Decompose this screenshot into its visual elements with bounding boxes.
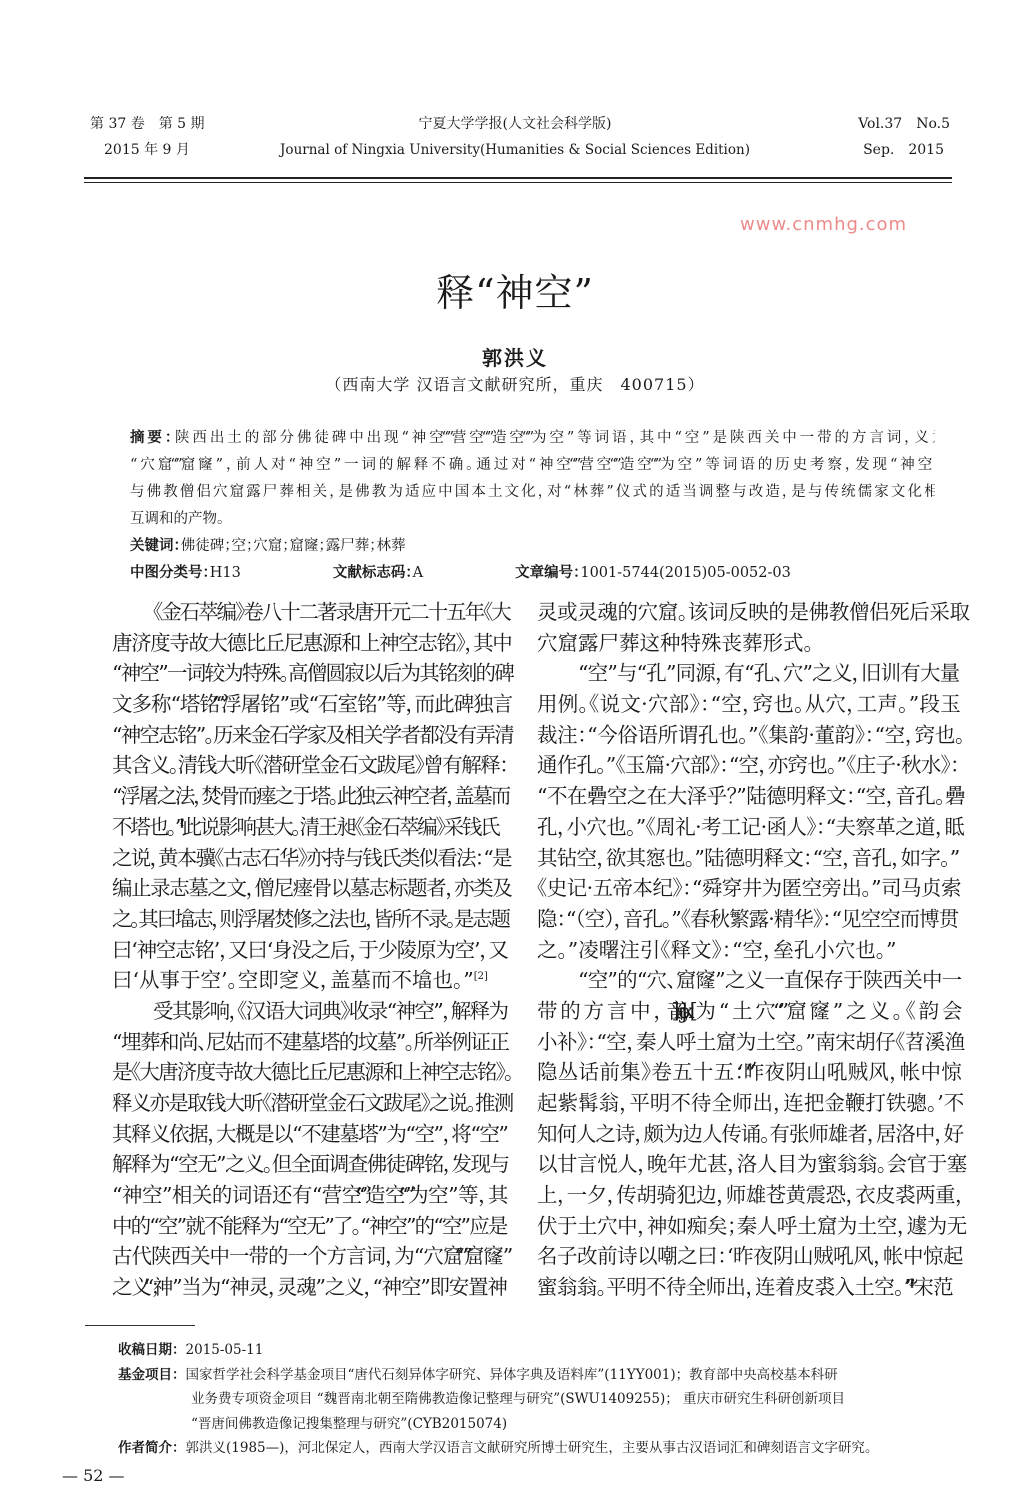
author-bio-label: 作者简介： bbox=[118, 1440, 186, 1456]
fund-line: “晋唐间佛教造像记搜集整理与研究”(CYB2015074) bbox=[191, 1415, 508, 1432]
body-line: 编止录志墓之文，僧尼瘗骨以墓志标题者，亦类及 bbox=[112, 876, 493, 901]
body-line: 是《大唐济度寺故大德比丘尼惠源和上神空志铭》。 bbox=[112, 1060, 495, 1085]
body-line bbox=[112, 812, 497, 843]
body-line: 之。其曰墖志，则浮屠焚修之法也，皆所不录。是志题 bbox=[112, 906, 492, 931]
body-line: 裁注：“今俗语所谓孔也。”《集韵·董韵》：“空，窍也。 bbox=[537, 722, 949, 747]
footnote-rule bbox=[85, 1325, 195, 1326]
body-line: “浮屠之法，焚骨而瘗之于塔。此独云神空者，盖墓而 bbox=[112, 784, 493, 809]
fund-line: 业务费专项资金项目 “魏晋南北朝至隋佛教造像记整理与研究”(SWU1409255)； 重庆市研究生科研创新项目 bbox=[191, 1391, 846, 1407]
body-line: “不在礨空之在大泽乎？”陆德明释文：“空，音孔。礨 bbox=[537, 784, 948, 809]
abstract-line: 互调和的产物。 bbox=[130, 511, 225, 527]
body-line: 灵或灵魂的穴窟。该词反映的是佛教僧侣死后采取 bbox=[537, 600, 950, 624]
classification bbox=[130, 560, 935, 587]
body-line: 之。”凌曙注引《释文》：“空，垒孔小穴也。” bbox=[537, 937, 897, 962]
body-line: “空”的“穴、窟窿”之义一直保存于陕西关中一 bbox=[578, 968, 944, 993]
article-title: 释“神空” bbox=[436, 271, 594, 315]
body-line: 伏于土穴中，神如痴矣；秦人呼土窟为土空，遽为无 bbox=[537, 1213, 948, 1238]
body-line: 通作孔。”《玉篇·穴部》：“空，亦窍也。”《庄子·秋水》： bbox=[537, 753, 945, 778]
body-line: 古代陕西关中一带的一个方言词，为“穴窟”“窟窿” bbox=[112, 1244, 495, 1269]
author-name: 郭洪义 bbox=[482, 346, 548, 370]
clc-label: 中图分类号： bbox=[130, 565, 210, 581]
issue-date-en: Sep. 2015 bbox=[863, 142, 944, 158]
keywords-label: 关键词： bbox=[130, 538, 181, 554]
fund-label: 基金项目： bbox=[118, 1366, 186, 1383]
body-text: 蜜翁翁。平明不待全师出，连着皮裘入土空。’” bbox=[537, 1275, 911, 1300]
journal-title-en: Journal of Ningxia University(Humanities & Social Sciences Edition) bbox=[280, 142, 750, 158]
body-line: “神空”一词较为特殊。高僧圆寂以后为其铭刻的碑 bbox=[112, 661, 496, 686]
body-line bbox=[112, 965, 497, 996]
body-line bbox=[537, 1272, 950, 1303]
body-line: “神空”相关的词语还有“营空”“造空”“为空”等，其 bbox=[112, 1183, 492, 1208]
watermark: www.cnmhg.com bbox=[740, 214, 908, 235]
author-affiliation: （西南大学 汉语言文献研究所，重庆 400715） bbox=[325, 375, 705, 394]
body-column-left bbox=[112, 597, 497, 1303]
body-text: 不塔也。” bbox=[112, 814, 181, 839]
keywords-value: 佛徒碑；空；穴窟；窟窿；露尸葬；林葬 bbox=[180, 538, 406, 554]
body-line: 小补》：“空，秦人呼土窟为土空。”南宋胡仔《苕溪渔 bbox=[537, 1029, 948, 1054]
footnotes bbox=[118, 1338, 953, 1461]
body-line: 其含义。清钱大昕《潜研堂金石文跋尾》曾有解释： bbox=[112, 753, 491, 778]
body-line: 上，一夕，传胡骑犯边，师雄苍黄震恐，衣皮裘两重， bbox=[537, 1183, 947, 1208]
body-line: 中的“空”就不能释为“空无”了。“神空”的“空”应是 bbox=[112, 1213, 492, 1238]
body-line: 起紫髯翁，平明不待全师出，连把金鞭打铁骢。’不 bbox=[537, 1091, 946, 1115]
body-text: 此说影响甚大。清王昶《金石萃编》采钱氏 bbox=[178, 814, 496, 839]
body-line: 之义；“神”当为“神灵，灵魂”之义，“神空”即安置神 bbox=[112, 1275, 491, 1300]
body-line: 以甘言悦人，晚年尤甚，洛人目为蜜翁翁。会官于塞 bbox=[537, 1152, 948, 1177]
clc-value: H13 bbox=[209, 565, 241, 581]
body-line: 受其影响，《汉语大词典》收录“神空”，解释为 bbox=[153, 998, 491, 1023]
body-line: 名子改前诗以嘲之曰：‘昨夜阴山贼吼风，帐中惊起 bbox=[537, 1244, 945, 1269]
abstract bbox=[130, 425, 935, 587]
abstract-label: 摘要： bbox=[130, 430, 176, 446]
journal-title-cn: 宁夏大学学报(人文社会科学版) bbox=[418, 116, 612, 132]
keywords bbox=[130, 533, 935, 560]
body-line: 《金石萃编》卷八十二著录唐开元二十五年《大 bbox=[153, 600, 493, 624]
body-text: 曰‘从事于空’。空即窆义，盖墓而不墖也。” bbox=[112, 968, 474, 993]
received-label: 收稿日期： bbox=[118, 1342, 186, 1358]
body-line: 穴窟露尸葬这种特殊丧葬形式。 bbox=[537, 630, 814, 655]
body-line: “埋葬和尚、尼姑而不建墓塔的坟墓”。所举例证正 bbox=[112, 1029, 491, 1054]
page-number: — 52 — bbox=[62, 1466, 125, 1485]
body-line: 曰‘神空志铭’，又曰‘身没之后，于少陵原为空’，又 bbox=[112, 937, 492, 962]
body-line: 唐济度寺故大德比丘尼惠源和上神空志铭》，其中 bbox=[112, 630, 493, 655]
body-line: 用例。《说文·穴部》：“空，窍也。从穴，工声。”段玉 bbox=[537, 692, 945, 717]
doc-code-label: 文献标志码： bbox=[332, 565, 413, 581]
abstract-line: “穴窟”“窟窿”，前人对“神空”一词的解释不确。通过对“神空”“营空”“造空”“为空”等词语的历史考察，发现“神空” bbox=[130, 457, 931, 473]
body-column-right bbox=[537, 597, 950, 1303]
citation-ref: [2] bbox=[473, 971, 488, 983]
volume-issue-en: Vol.37 No.5 bbox=[858, 116, 950, 132]
issue-date: 2015 年 9 月 bbox=[104, 142, 190, 158]
body-line: “神空志铭”。历来金石学家及相关学者都没有弄清 bbox=[112, 722, 496, 747]
abstract-line: 陕西出土的部分佛徒碑中出现“神空”“营空”“造空”“为空”等词语，其中“空”是陕西关中一带的方言词，义为 bbox=[175, 430, 934, 446]
author-bio: 郭洪义(1985—)，河北保定人，西南大学汉语言文献研究所博士研究生，主要从事古汉语词汇和碑刻语言文字研究。 bbox=[185, 1440, 879, 1456]
body-line: 《史记·五帝本纪》：“舜穿井为匿空旁出。”司马贞索 bbox=[537, 876, 944, 901]
body-text: 宋范 bbox=[908, 1275, 949, 1300]
body-line: “空”与“孔”同源，有“孔、穴”之义，旧训有大量 bbox=[578, 661, 944, 686]
received-date: 2015-05-11 bbox=[185, 1342, 264, 1358]
body-line: 孔，小穴也。”《周礼·考工记·函人》：“夫察革之道，眡 bbox=[537, 814, 949, 839]
doc-code-value: A bbox=[412, 565, 424, 581]
body-line: 之说，黄本骥《古志石华》亦持与钱氏类似看法：“是 bbox=[112, 845, 494, 870]
body-line: 释义亦是取钱大昕《潜研堂金石文跋尾》之说。推测 bbox=[112, 1091, 495, 1115]
body-line: 知何人之诗，颇为边人传诵。有张师雄者，居洛中，好 bbox=[537, 1121, 945, 1146]
body-line: 其钻空，欲其惌也。”陆德明释文：“空，音孔，如字。” bbox=[537, 845, 943, 870]
body-line: 隐丛话前集》卷五十五：“‘昨夜阴山吼贼风，帐中惊 bbox=[537, 1060, 944, 1085]
body-line: 带的方言中，音[kòŋ]，为“土穴”“窟窿”之义。《韵会 bbox=[537, 998, 947, 1023]
volume-issue: 第 37 卷 第 5 期 bbox=[90, 116, 205, 132]
article-no-value: 1001-5744(2015)05-0052-03 bbox=[580, 565, 791, 581]
abstract-line: 与佛教僧侣穴窟露尸葬相关，是佛教为适应中国本土文化，对“林葬”仪式的适当调整与改造，是与传统儒家文化相 bbox=[130, 484, 925, 500]
body-line: 其释义依据，大概是以“不建墓塔”为“空”，将“空” bbox=[112, 1121, 492, 1146]
body-line: 隐：“（空），音孔。”《春秋繁露·精华》：“见空空而博贯 bbox=[537, 906, 943, 931]
header-rule bbox=[84, 177, 952, 179]
body-line: 文多称“塔铭”“浮屠铭”或“石室铭”等，而此碑独言 bbox=[112, 692, 496, 717]
header-rule-thin bbox=[84, 182, 952, 183]
body-line: 解释为“空无”之义。但全面调查佛徒碑铭，发现与 bbox=[112, 1152, 491, 1177]
article-no-label: 文章编号： bbox=[515, 565, 581, 581]
fund-line: 国家哲学社会科学基金项目“唐代石刻异体字研究、异体字典及语料库”(11YY001)；教育部中央高校基本科研 bbox=[185, 1366, 838, 1383]
